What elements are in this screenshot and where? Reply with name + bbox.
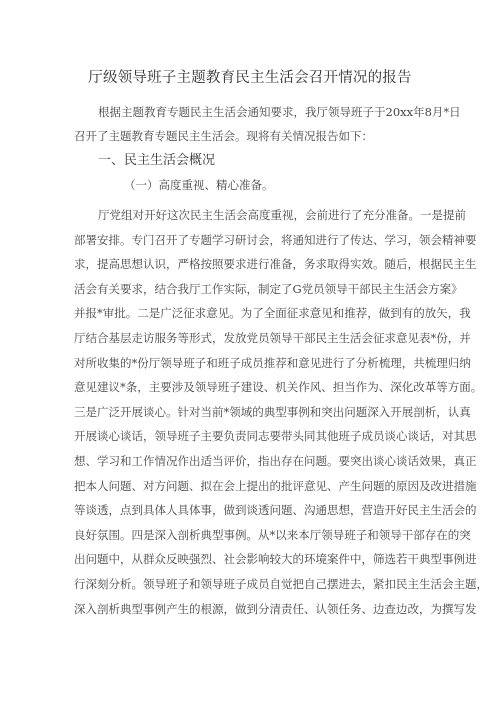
subsection-heading: （一）高度重视、精心准备。 (124, 178, 274, 192)
paragraph-line: 良好氛围。四是深入剖析典型事例。从*以来本厅领导班子和领导干部存在的突 (74, 527, 471, 542)
paragraph-line: 深入剖析典型事例产生的根源，做到分清责任、认领任务、边查边改，为撰写发 (74, 601, 477, 616)
paragraph-line: 部署安排。专门召开了专题学习研讨会，将通知进行了传达、学习，领会精神要 (74, 232, 477, 247)
paragraph-line: 对所收集的*份厅领导班子和班子成员推荐和意见进行了分析梳理，共梳理归纳 (74, 355, 471, 370)
intro-paragraph (74, 100, 461, 148)
paragraph-line: 厅结合基层走访服务等形式，发放党员领导干部民主生活会征求意见表*份，并 (74, 330, 471, 345)
paragraph-line: 活会有关要求，结合我厅工作实际，制定了G党员领导干部民主生活会方案》 (74, 281, 463, 296)
paragraph-line: 想、学习和工作情况作出适当评价，指出存在问题。要突出谈心谈话效果，真正 (74, 453, 477, 468)
body-paragraph (74, 203, 488, 621)
paragraph-line: 三是广泛开展谈心。针对当前*领域的典型事例和突出问题深入开展剖析，认真 (74, 404, 471, 419)
paragraph-line: 等谈透，点到具体人具体事，做到谈透问题、沟通思想，营造开好民主生活会的 (74, 503, 477, 518)
paragraph-line: 出问题中，从群众反映强烈、社会影响较大的环境案件中，筛选若干典型事例进 (74, 552, 477, 567)
paragraph-line: 并报*审批。二是广泛征求意见。为了全面征求意见和推荐，做到有的放矢，我 (74, 306, 471, 321)
paragraph-line: 开展谈心谈话，领导班子主要负责同志要带头同其他班子成员谈心谈话，对其思 (74, 429, 477, 444)
paragraph-line: 求，提高思想认识，严格按照要求进行准备，务求取得实效。随后，根据民主生 (74, 257, 477, 272)
paragraph-line: 意见建议*条，主要涉及领导班子建设、机关作风、担当作为、深化改革等方面。 (74, 380, 483, 395)
section-heading: 一、民主生活会概况 (98, 153, 216, 168)
document-title: 厅级领导班子主题教育民主生活会召开情况的报告 (88, 70, 412, 86)
intro-line: 召开了主题教育专题民主生活会。现将有关情况报告如下： (74, 129, 373, 143)
intro-line: 根据主题教育专题民主生活会通知要求，我厅领导班子于20xx年8月*日 (98, 105, 461, 119)
paragraph-line: 行深刻分析。领导班子和领导班子成员自觉把自己摆进去，紧扣民主生活会主题， (74, 576, 488, 591)
paragraph-line: 厅党组对开好这次民主生活会高度重视，会前进行了充分准备。一是提前 (98, 208, 466, 222)
paragraph-line: 把本人问题、对方问题、拟在会上提出的批评意见、产生问题的原因及改进措施 (74, 478, 477, 493)
